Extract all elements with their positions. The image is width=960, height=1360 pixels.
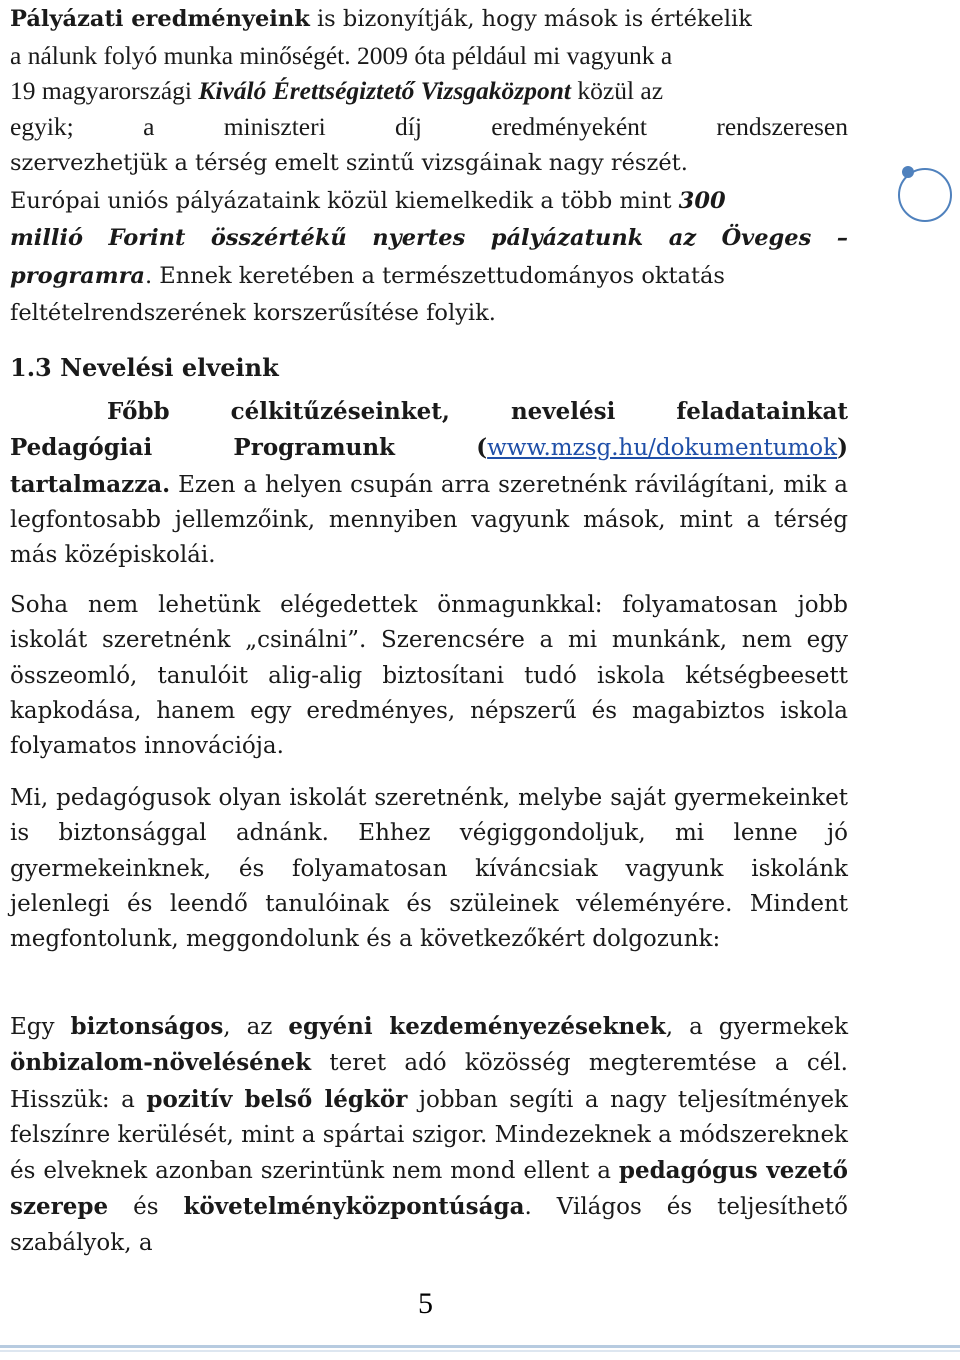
paragraph-teachers: Mi, pedagógusok olyan iskolát szeretnénk, melybe saját gyermekeinket is biztonsággal adnánk. Ehhez végiggondoljuk, mi lenne jó gyermekeinknek, és folyamatosan kíváncsiak vagyunk iskolánk jelenlegi és leendő tanulóinak és szüleinek véleményére. Mindent megfontolunk, meggondolunk és a következőkért dolgozunk: (10, 785, 848, 953)
paragraph-improvement: Soha nem lehetünk elégedettek önmagunkkal: folyamatosan jobb iskolát szeretnénk „csinálni”. Szerencsére a mi munkánk, nem egy összeomló, tanulóit alig-alig biztosítani tudó iskola kétségbeesett kapkodása, hanem egy eredményes, népszerű és magabiztos iskola folyamatos innovációja. (10, 592, 848, 760)
bold-italic-text: Kiváló Érettségiztető Vizsgaközpont (198, 76, 571, 105)
paragraph-achievements: Pályázati eredményeink is bizonyítják, hogy mások is értékelik a nálunk folyó munka minőségét. 2009 óta például mi vagyunk a 19 magyarországi Kiváló Érettségiztető Vizsgaközpont közül az egyik; a miniszteri díj eredményeként rendszeresen szervezhetjük a térség emelt szintű vizsgáinak nagy részét. Európai uniós pályázataink közül kiemelkedik a több mint 300 millió Forint összértékű nyertes pályázatunk az Öveges – programra. Ennek keretében a természettudományos oktatás feltételrendszerének korszerűsítése folyik. (10, 6, 848, 326)
bold-text: Pályázati eredményeink (10, 6, 310, 32)
dot-ornament-icon (902, 166, 914, 178)
footer-divider (0, 1345, 960, 1348)
paragraph-goals: Főbb célkitűzéseinket, nevelési feladatainkat Pedagógiai Programunk (www.mzsg.hu/dokumentumok) tartalmazza. Ezen a helyen csupán arra szeretnénk rávilágítani, mik a legfontosabb jellemzőink, mennyiben vagyunk mások, mint a térség más középiskolái. (10, 398, 848, 569)
page-number: 5 (418, 1287, 433, 1320)
section-heading: 1.3 Nevelési elveink (10, 353, 279, 382)
footer-divider-light (0, 1350, 960, 1352)
paragraph-principles: Egy biztonságos, az egyéni kezdeményezéseknek, a gyermekek önbizalom-növelésének teret adó közösség megteremtése a cél. Hisszük: a pozitív belső légkör jobban segíti a nagy teljesítmények felszínre kerülését, mint a spártai szigor. Mindezeknek a módszereknek és elveknek azonban szerintünk nem mond ellent a pedagógus vezető szerepe és követelményközpontúsága. Világos és teljesíthető szabályok, a (10, 1013, 849, 1256)
bold-italic-text: millió Forint összértékű nyertes pályázatunk az Öveges – (10, 225, 848, 251)
documents-link[interactable]: www.mzsg.hu/dokumentumok (487, 435, 838, 462)
